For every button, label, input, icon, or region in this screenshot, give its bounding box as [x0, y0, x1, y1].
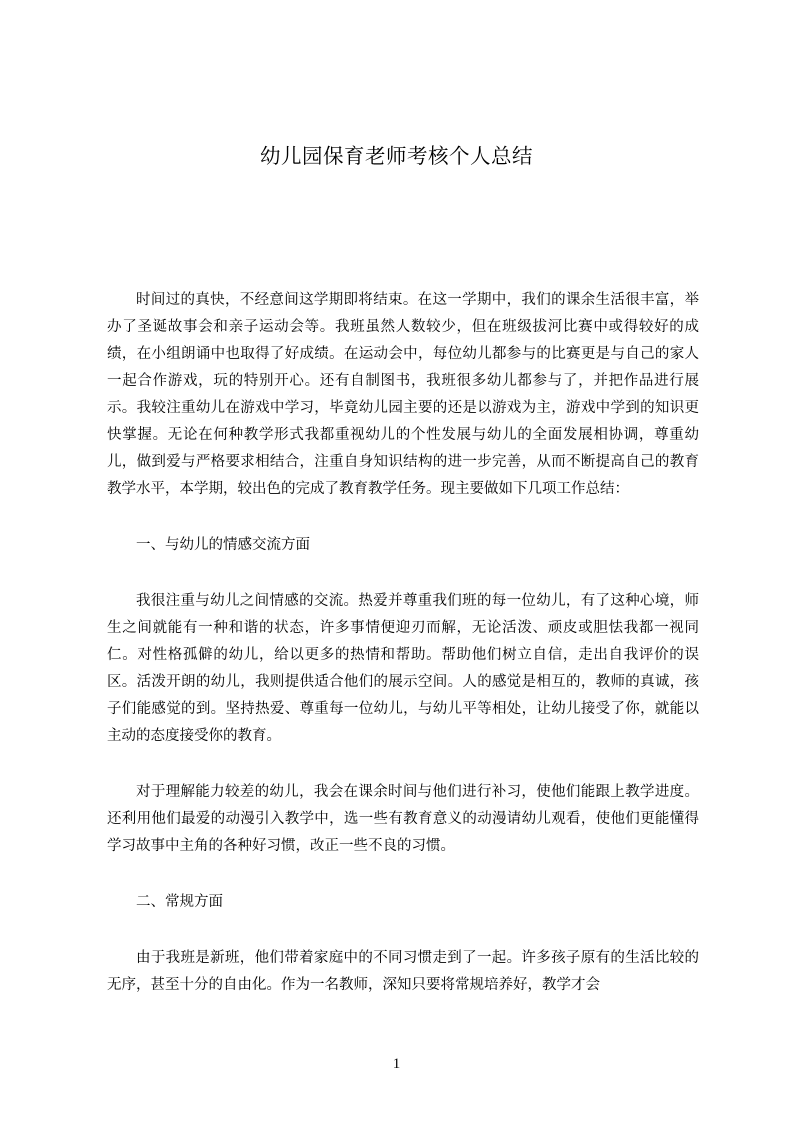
section1-paragraph-1: 我很注重与幼儿之间情感的交流。热爱并尊重我们班的每一位幼儿，有了这种心境，师生之间就能有一种和谐的状态，许多事情便迎刃而解，无论活泼、顽皮或胆怯我都一视同仁。对性格孤僻的幼儿，给以更多的热情和帮助。帮助他们树立自信，走出自我评价的误区。活泼开朗的幼儿，我则提供适合他们的展示空间。人的感觉是相互的，教师的真诚，孩子们能感觉的到。坚持热爱、尊重每一位幼儿，与幼儿平等相处，让幼儿接受了你，就能以主动的态度接受你的教育。	[107, 593, 699, 744]
section1-paragraph-2: 对于理解能力较差的幼儿，我会在课余时间与他们进行补习，使他们能跟上教学进度。还利用他们最爱的动漫引入教学中，选一些有教育意义的动漫请幼儿观看，使他们更能懂得学习故事中主角的各种好习惯，改正一些不良的习惯。	[107, 784, 699, 854]
paragraph-gap	[107, 750, 699, 779]
document-title: 幼儿园保育老师考核个人总结	[260, 144, 533, 168]
paragraph-gap	[107, 916, 699, 945]
section-heading-emotional-communication: 一、与幼儿的情感交流方面	[136, 537, 310, 553]
paragraph-gap	[107, 860, 699, 889]
document-body	[107, 287, 699, 999]
section-heading-routine: 二、常规方面	[136, 894, 223, 910]
section2-paragraph-1: 由于我班是新班，他们带着家庭中的不同习惯走到了一起。许多孩子原有的生活比较的无序，甚至十分的自由化。作为一名教师，深知只要将常规培养好，教学才会	[107, 950, 699, 993]
paragraph-gap	[107, 503, 699, 532]
intro-paragraph: 时间过的真快，不经意间这学期即将结束。在这一学期中，我们的课余生活很丰富，举办了圣诞故事会和亲子运动会等。我班虽然人数较少，但在班级拔河比赛中或得较好的成绩，在小组朗诵中也取得了好成绩。在运动会中，每位幼儿都参与的比赛更是与自己的家人一起合作游戏，玩的特别开心。还有自制图书，我班很多幼儿都参与了，并把作品进行展示。我较注重幼儿在游戏中学习，毕竟幼儿园主要的还是以游戏为主，游戏中学到的知识更快掌握。无论在何种教学形式我都重视幼儿的个性发展与幼儿的全面发展相协调，尊重幼儿，做到爱与严格要求相结合，注重自身知识结构的进一步完善，从而不断提高自己的教育教学水平，本学期，较出色的完成了教育教学任务。现主要做如下几项工作总结：	[107, 292, 699, 497]
page-number: 1	[392, 1056, 401, 1072]
paragraph-gap	[107, 559, 699, 588]
